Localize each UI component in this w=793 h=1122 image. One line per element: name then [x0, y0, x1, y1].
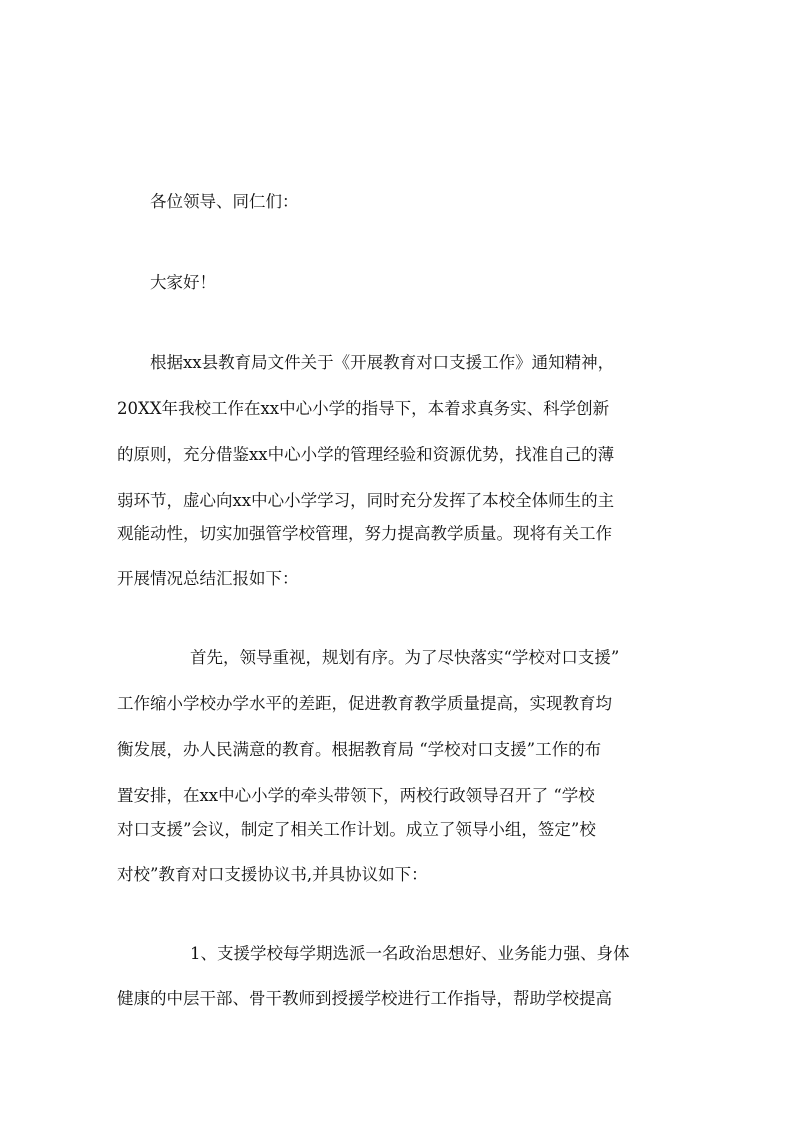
paragraph-line: 开展情况总结汇报如下：: [117, 569, 299, 588]
paragraph-line: 首先，领导重视，规划有序。为了尽快落实“学校对口支援”: [190, 648, 620, 667]
paragraph-line: 20XX年我校工作在xx中心小学的指导下，本着求真务实、科学创新: [117, 399, 610, 418]
paragraph-line: 根据xx县教育局文件关于《开展教育对口支援工作》通知精神，: [150, 353, 615, 372]
paragraph-line: 观能动性，切实加强管学校管理，努力提高教学质量。现将有关工作: [117, 524, 612, 543]
paragraph-line: 的原则，充分借鉴xx中心小学的管理经验和资源优势，找准自己的薄: [117, 445, 615, 464]
paragraph-line: 对校”教育对口支援协议书,并具协议如下：: [117, 865, 428, 884]
paragraph-line: 对口支援”会议，制定了相关工作计划。成立了领导小组，签定”校: [117, 820, 596, 839]
paragraph-line: 置安排，在xx中心小学的牵头带领下，两校行政领导召开了 “学校: [117, 786, 595, 805]
paragraph-line: 1、支援学校每学期选派一名政治思想好、业务能力强、身体: [190, 944, 630, 963]
paragraph-line: 工作缩小学校办学水平的差距，促进教育教学质量提高，实现教育均: [117, 694, 612, 713]
greeting: 大家好！: [150, 273, 216, 292]
paragraph-line: 健康的中层干部、骨干教师到授援学校进行工作指导，帮助学校提高: [117, 989, 612, 1008]
paragraph-line: 弱环节，虚心向xx中心小学学习，同时充分发挥了本校全体师生的主: [117, 491, 615, 510]
paragraph-line: 衡发展，办人民满意的教育。根据教育局 “学校对口支援”工作的布: [117, 740, 602, 759]
salutation: 各位领导、同仁们：: [150, 192, 299, 211]
